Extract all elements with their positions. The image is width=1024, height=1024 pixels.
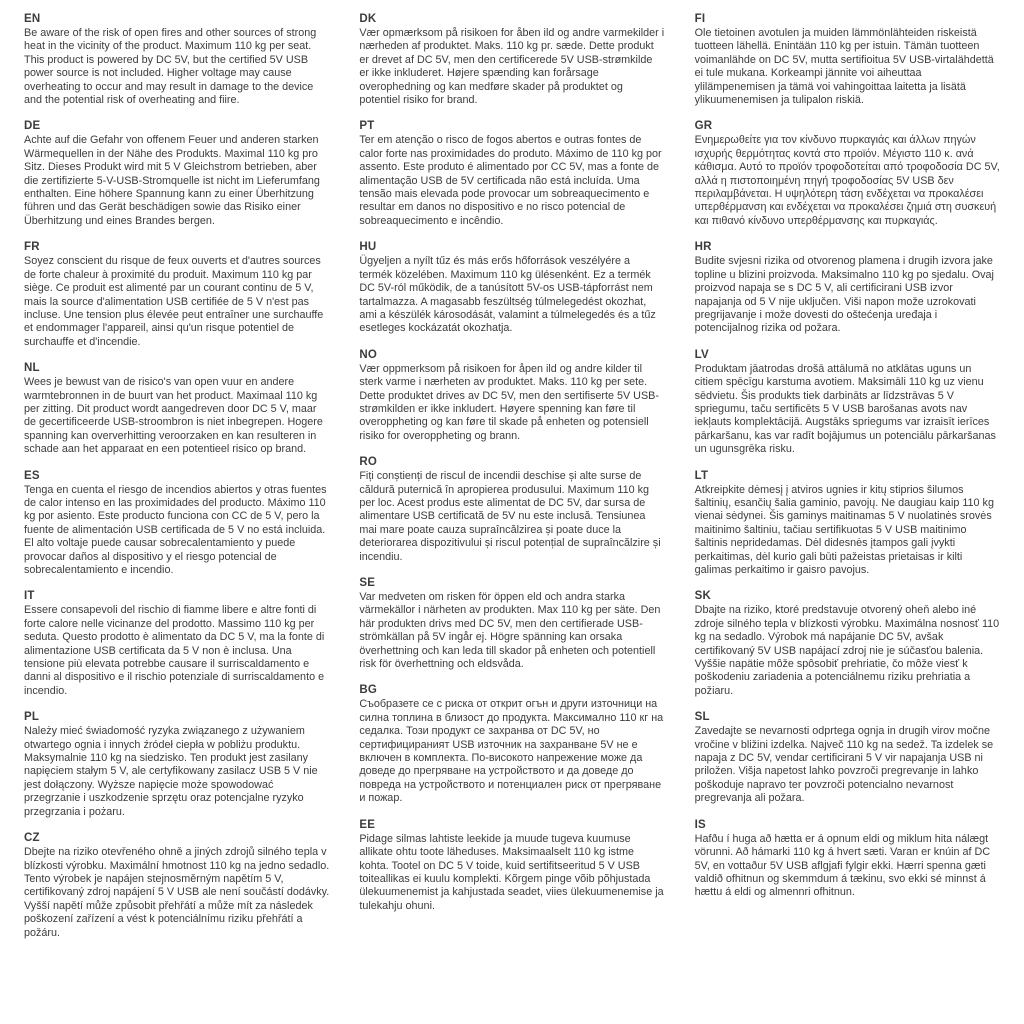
lang-section-sk: [695, 590, 1000, 698]
lang-code-hu: HU: [359, 241, 377, 254]
lang-section-lv: [695, 349, 1000, 457]
lang-section-hr: [695, 241, 1000, 335]
lang-section-dk: [359, 13, 664, 107]
lang-code-bg: BG: [359, 684, 377, 697]
lang-section-de: [24, 120, 329, 228]
lang-section-ro: [359, 456, 664, 564]
lang-text-lv: Produktam jāatrodas drošā attālumā no atklātas uguns un citiem spēcīgu karstuma avotiem. Maksimāli 110 kg uz vienu sēdvietu. Šis produkts tiek darbināts ar līdzstrāvas 5 V spriegumu, taču sertificēts 5 V USB barošanas avots nav iekļauts komplektācijā. Augstāks spriegums var izraisīt ierīces pārkaršanu, kas var radīt bojājumus un potenciālu pārkaršanas un ugunsgrēka risku.: [694, 362, 996, 456]
column-1: [24, 13, 329, 953]
lang-code-sk: SK: [694, 590, 712, 603]
lang-code-es: ES: [24, 469, 40, 482]
lang-code-fi: FI: [694, 13, 706, 25]
lang-section-bg: [359, 684, 664, 805]
lang-code-nl: NL: [24, 362, 40, 375]
lang-code-fr: FR: [24, 241, 40, 254]
column-2: [359, 13, 664, 926]
lang-section-es: [24, 470, 329, 578]
lang-text-es: Tenga en cuenta el riesgo de incendios abiertos y otras fuentes de calor intenso en las proximidades del producto. Máximo 110 kg por asiento. Este producto funciona con CC de 5 V, pero la fuente de alimentación USB certificada de 5 V no está incluida. El alto voltaje puede causar sobrecalentamiento y puede provocar daños al dispositivo y el riesgo potencial de sobrecalentamiento e incendio.: [24, 483, 327, 576]
lang-section-cz: [24, 832, 329, 940]
lang-code-se: SE: [359, 577, 376, 589]
lang-code-de: DE: [24, 120, 41, 133]
lang-text-gr: Ενημερωθείτε για τον κίνδυνο πυρκαγιάς και άλλων πηγών ισχυρής θερμότητας κοντά στο προϊόν. Μέγιστο 110 κ. ανά κάθισμα. Αυτό το προϊόν τροφοδοτείται από τροφοδοσία DC 5V, αλλά η πιστοποιημένη πηγή τροφοδοσίας 5V USB δεν περιλαμβάνεται. Η υψηλότερη τάση ενδέχεται να προκαλέσει υπερθέρμανση και ενδέχεται να προκαλέσει ζημιά στη συσκευή και πιθανό κίνδυνο υπερθέρμανσης και πυρκαγιάς.: [694, 134, 1000, 227]
lang-section-is: [695, 819, 1000, 900]
lang-section-fi: [695, 13, 1000, 107]
lang-code-cz: CZ: [24, 832, 40, 845]
lang-text-se: Var medveten om risken för öppen eld och andra starka värmekällor i närheten av produkten. Max 110 kg per säte. Den här produkten drivs med DC 5V, men den certifierade USB-strömkällan på 5V ingår ej. Högre spänning kan orsaka överhettning och kan leda till skador på enheten och potentiell risk för överhettning och eldsvåda.: [359, 591, 661, 671]
lang-section-ee: [359, 819, 664, 913]
lang-code-hr: HR: [694, 241, 712, 254]
lang-text-de: Achte auf die Gefahr von offenem Feuer und anderen starken Wärmequellen in der Nähe des Produkts. Maximal 110 kg pro Sitz. Dieses Produkt wird mit 5 V Gleichstrom betrieben, aber die zertifizierte 5-V-USB-Stromquelle ist nicht im Lieferumfang enthalten. Eine höhere Spannung kann zu einer Überhitzung führen und das Gerät beschädigen sowie das Risiko einer Überhitzung und eines Brandes bergen.: [24, 134, 320, 227]
column-3: [695, 13, 1000, 913]
lang-code-en: EN: [24, 13, 41, 25]
lang-code-sl: SL: [694, 711, 710, 724]
lang-section-en: [24, 13, 329, 107]
lang-code-pl: PL: [24, 711, 40, 724]
lang-text-is: Hafðu í huga að hætta er á opnum eldi og miklum hita nálægt vörunni. Að hámarki 110 kg á hvert sæti. Varan er knúin af DC 5V, en vottaður 5V USB aflgjafi fylgir ekki. Hærri spenna gæti valdið ofhitnun og skemmdum á tækinu, svo ekki sé minnst á hættu á eldi og almennri ofhitnun.: [694, 832, 991, 899]
lang-text-ro: Fiți conștienți de riscul de incendii deschise și alte surse de căldură puternică în apropierea produsului. Maximum 110 kg per loc. Acest produs este alimentat de DC 5V, dar sursa de alimentare USB certificată de 5V nu este inclusă. Tensiunea mai mare poate cauza supraîncălzirea și poate duce la deteriorarea dispozitivului și riscul potențial de supraîncălzire și incendiu.: [359, 470, 661, 563]
lang-text-no: Vær oppmerksom på risikoen for åpen ild og andre kilder til sterk varme i nærheten av produktet. Maks. 110 kg per sete. Dette produktet drives av DC 5V, men den sertifiserte 5V USB-strømkilden er ikke inkludert. Høyere spenning kan føre til overoppheting og kan føre til skade på enheten og potensiell risiko for overoppheting og brann.: [359, 362, 659, 442]
lang-text-fi: Ole tietoinen avotulen ja muiden lämmönlähteiden riskeistä tuotteen lähellä. Enintään 110 kg per istuin. Tämän tuotteen voimanlähde on DC 5V, mutta sertifioitua 5V USB-virtalähdettä ei tule mukana. Korkeampi jännite voi aiheuttaa ylilämpenemisen ja tämä voi vahingoittaa laitetta ja lisätä ylikuumenemisen ja tulipalon riskiä.: [694, 27, 994, 107]
lang-text-dk: Vær opmærksom på risikoen for åben ild og andre varmekilder i nærheden af produktet. Maks. 110 kg pr. sæde. Dette produkt er drevet af DC 5V, men den certificerede 5V USB-strømkilde er ikke inkluderet. Højere spænding kan forårsage overophedning og kan medføre skader på produktet og potentiel risiko for brand.: [359, 27, 665, 107]
lang-text-ee: Pidage silmas lahtiste leekide ja muude tugeva kuumuse allikate ohtu toote läheduses. Maksimaalselt 110 kg istme kohta. Tootel on DC 5 V toide, kuid sertifitseeritud 5 V USB toiteallikas ei kuulu komplekti. Kõrgem pinge võib põhjustada ülekuumenemist ja kahjustada seadet, viies ülekuumenemise ja tulekahju ohuni.: [359, 832, 664, 912]
lang-text-lt: Atkreipkite dėmesį į atviros ugnies ir kitų stiprios šilumos šaltinių, esančių šalia gaminio, pavojų. Ne daugiau kaip 110 kg vienai sėdynei. Šis gaminys maitinamas 5 V nuolatinės srovės maitinimo šaltiniu, tačiau sertifikuotas 5 V USB maitinimo šaltinis nepridedamas. Dėl didesnės įtampos gali įvykti perkaitimas, dėl kurio gali būti pažeistas prietaisas ir kilti galimas perkaitimo ir gaisro pavojus.: [694, 483, 994, 576]
lang-section-pt: [359, 120, 664, 228]
lang-section-se: [359, 577, 664, 671]
lang-code-lv: LV: [694, 348, 709, 361]
lang-code-ee: EE: [359, 818, 376, 831]
lang-section-no: [359, 349, 664, 443]
lang-code-gr: GR: [694, 120, 713, 133]
lang-code-dk: DK: [359, 13, 377, 25]
lang-code-no: NO: [359, 348, 377, 361]
lang-text-pt: Ter em atenção o risco de fogos abertos e outras fontes de calor forte nas proximidades do produto. Máximo de 110 kg por assento. Este produto é alimentado por CC 5V, mas a fonte de alimentação USB de 5V certificada não está incluída. Uma tensão mais elevada pode provocar um sobreaquecimento e resultar em danos no dispositivo e no risco potencial de sobreaquecimento e incêndio.: [359, 134, 662, 227]
lang-section-it: [24, 590, 329, 698]
lang-section-gr: [695, 120, 1000, 228]
lang-text-cz: Dbejte na riziko otevřeného ohně a jiných zdrojů silného tepla v blízkosti výrobku. Maximální hmotnost 110 kg na jedno sedadlo. Tento výrobek je napájen stejnosměrným napětím 5 V, certifikovaný zdroj napájení 5 V USB ale není součástí dodávky. Vyšší napětí může způsobit přehřátí a může mít za následek poškození zařízení a vést k potenciálnímu riziku přehřátí a požáru.: [24, 846, 330, 939]
lang-text-nl: Wees je bewust van de risico's van open vuur en andere warmtebronnen in de buurt van het product. Maximaal 110 kg per zitting. Dit product wordt aangedreven door DC 5 V, maar de gecertificeerde USB-stroombron is niet inbegrepen. Hogere spanning kan oververhitting veroorzaken en kan resulteren in schade aan het apparaat en een potentieel risico op brand.: [24, 376, 323, 456]
lang-section-lt: [695, 470, 1000, 578]
lang-section-nl: [24, 362, 329, 456]
lang-code-lt: LT: [694, 469, 709, 482]
lang-text-fr: Soyez conscient du risque de feux ouverts et d'autres sources de forte chaleur à proximité du produit. Maximum 110 kg par siège. Ce produit est alimenté par un courant continu de 5 V, mais la source d'alimentation USB certifiée de 5 V n'est pas incluse. Une tension plus élevée peut entraîner une surchauffe et endommager l'appareil, ainsi qu'un risque potentiel de surchauffe et d'incendie.: [24, 255, 324, 348]
lang-text-hu: Ügyeljen a nyílt tűz és más erős hőforrások veszélyére a termék közelében. Maximum 110 kg ülésenként. Ez a termék DC 5V-ról működik, de a tanúsított 5V-os USB-tápforrást nem tartalmazza. A magasabb feszültség túlmelegedést okozhat, ami a készülék károsodását, valamint a túlmelegedés és a tűz esetleges kockázatát okozhatja.: [359, 255, 656, 335]
lang-text-it: Essere consapevoli del rischio di fiamme libere e altre fonti di forte calore nelle vicinanze del prodotto. Massimo 110 kg per seduta. Questo prodotto è alimentato da DC 5 V, ma la fonte di alimentazione USB certificata da 5 V non è inclusa. Una tensione più elevata potrebbe causare il surriscaldamento e danni al dispositivo e il rischio potenziale di surriscaldamento e incendio.: [24, 604, 325, 697]
lang-text-pl: Należy mieć świadomość ryzyka związanego z używaniem otwartego ognia i innych źródeł ciepła w pobliżu produktu. Maksymalnie 110 kg na siedzisko. Ten produkt jest zasilany napięciem stałym 5 V, ale certyfikowany zasilacz USB 5 V nie jest dołączony. Wyższe napięcie może spowodować przegrzanie i uszkodzenie sprzętu oraz potencjalne ryzyko przegrzania i pożaru.: [24, 725, 318, 818]
lang-section-fr: [24, 241, 329, 349]
lang-text-en: Be aware of the risk of open fires and other sources of strong heat in the vicinity of the product. Maximum 110 kg per seat. This product is powered by DC 5V, but the certified 5V USB power source is not included. Higher voltage may cause overheating to occur and may result in damage to the device and the potential risk of overheating and fiire.: [24, 27, 317, 107]
lang-code-pt: PT: [359, 120, 375, 133]
lang-section-pl: [24, 711, 329, 819]
lang-section-sl: [695, 711, 1000, 805]
lang-section-hu: [359, 241, 664, 335]
lang-code-ro: RO: [359, 456, 377, 469]
lang-text-sk: Dbajte na riziko, ktoré predstavuje otvorený oheň alebo iné zdroje silného tepla v blízkosti výrobku. Maximálna nosnosť 110 kg na sedadlo. Výrobok má napájanie DC 5V, avšak certifikovaný 5V USB napájací zdroj nie je súčasťou balenia. Vyššie napätie môže spôsobiť prehriatie, čo môže viesť k poškodeniu zariadenia a potenciálnemu riziku prehriatia a požiaru.: [694, 604, 1000, 697]
lang-code-it: IT: [24, 590, 35, 603]
lang-code-is: IS: [694, 818, 706, 831]
lang-text-sl: Zavedajte se nevarnosti odprtega ognja in drugih virov močne vročine v bližini izdelka. Največ 110 kg na sedež. Ta izdelek se napaja z DC 5V, vendar certificirani 5 V vir napajanja USB ni priložen. Višja napetost lahko povzroči pregrevanje in lahko poškoduje napravo ter povzroči potencialno nevarnost pregrevanja ali požara.: [694, 725, 994, 805]
lang-text-bg: Съобразете се с риска от открит огън и други източници на силна топлина в близост до продукта. Максимално 110 кг на седалка. Този продукт се захранва от DC 5V, но сертифицираният USB източник на захранване 5V не е включен в комплекта. По-високото напрежение може да доведе до прегряване на устройството и да доведе до повреда на устройството и потенциален риск от прегряване и пожар.: [359, 698, 664, 805]
lang-text-hr: Budite svjesni rizika od otvorenog plamena i drugih izvora jake topline u blizini proizvoda. Maksimalno 110 kg po sjedalu. Ovaj proizvod napaja se s DC 5 V, ali certificirani USB izvor napajanja od 5 V nije uključen. Viši napon može uzrokovati pregrijavanje i može dovesti do oštećenja uređaja i potencijalnog rizika od požara.: [694, 255, 994, 335]
